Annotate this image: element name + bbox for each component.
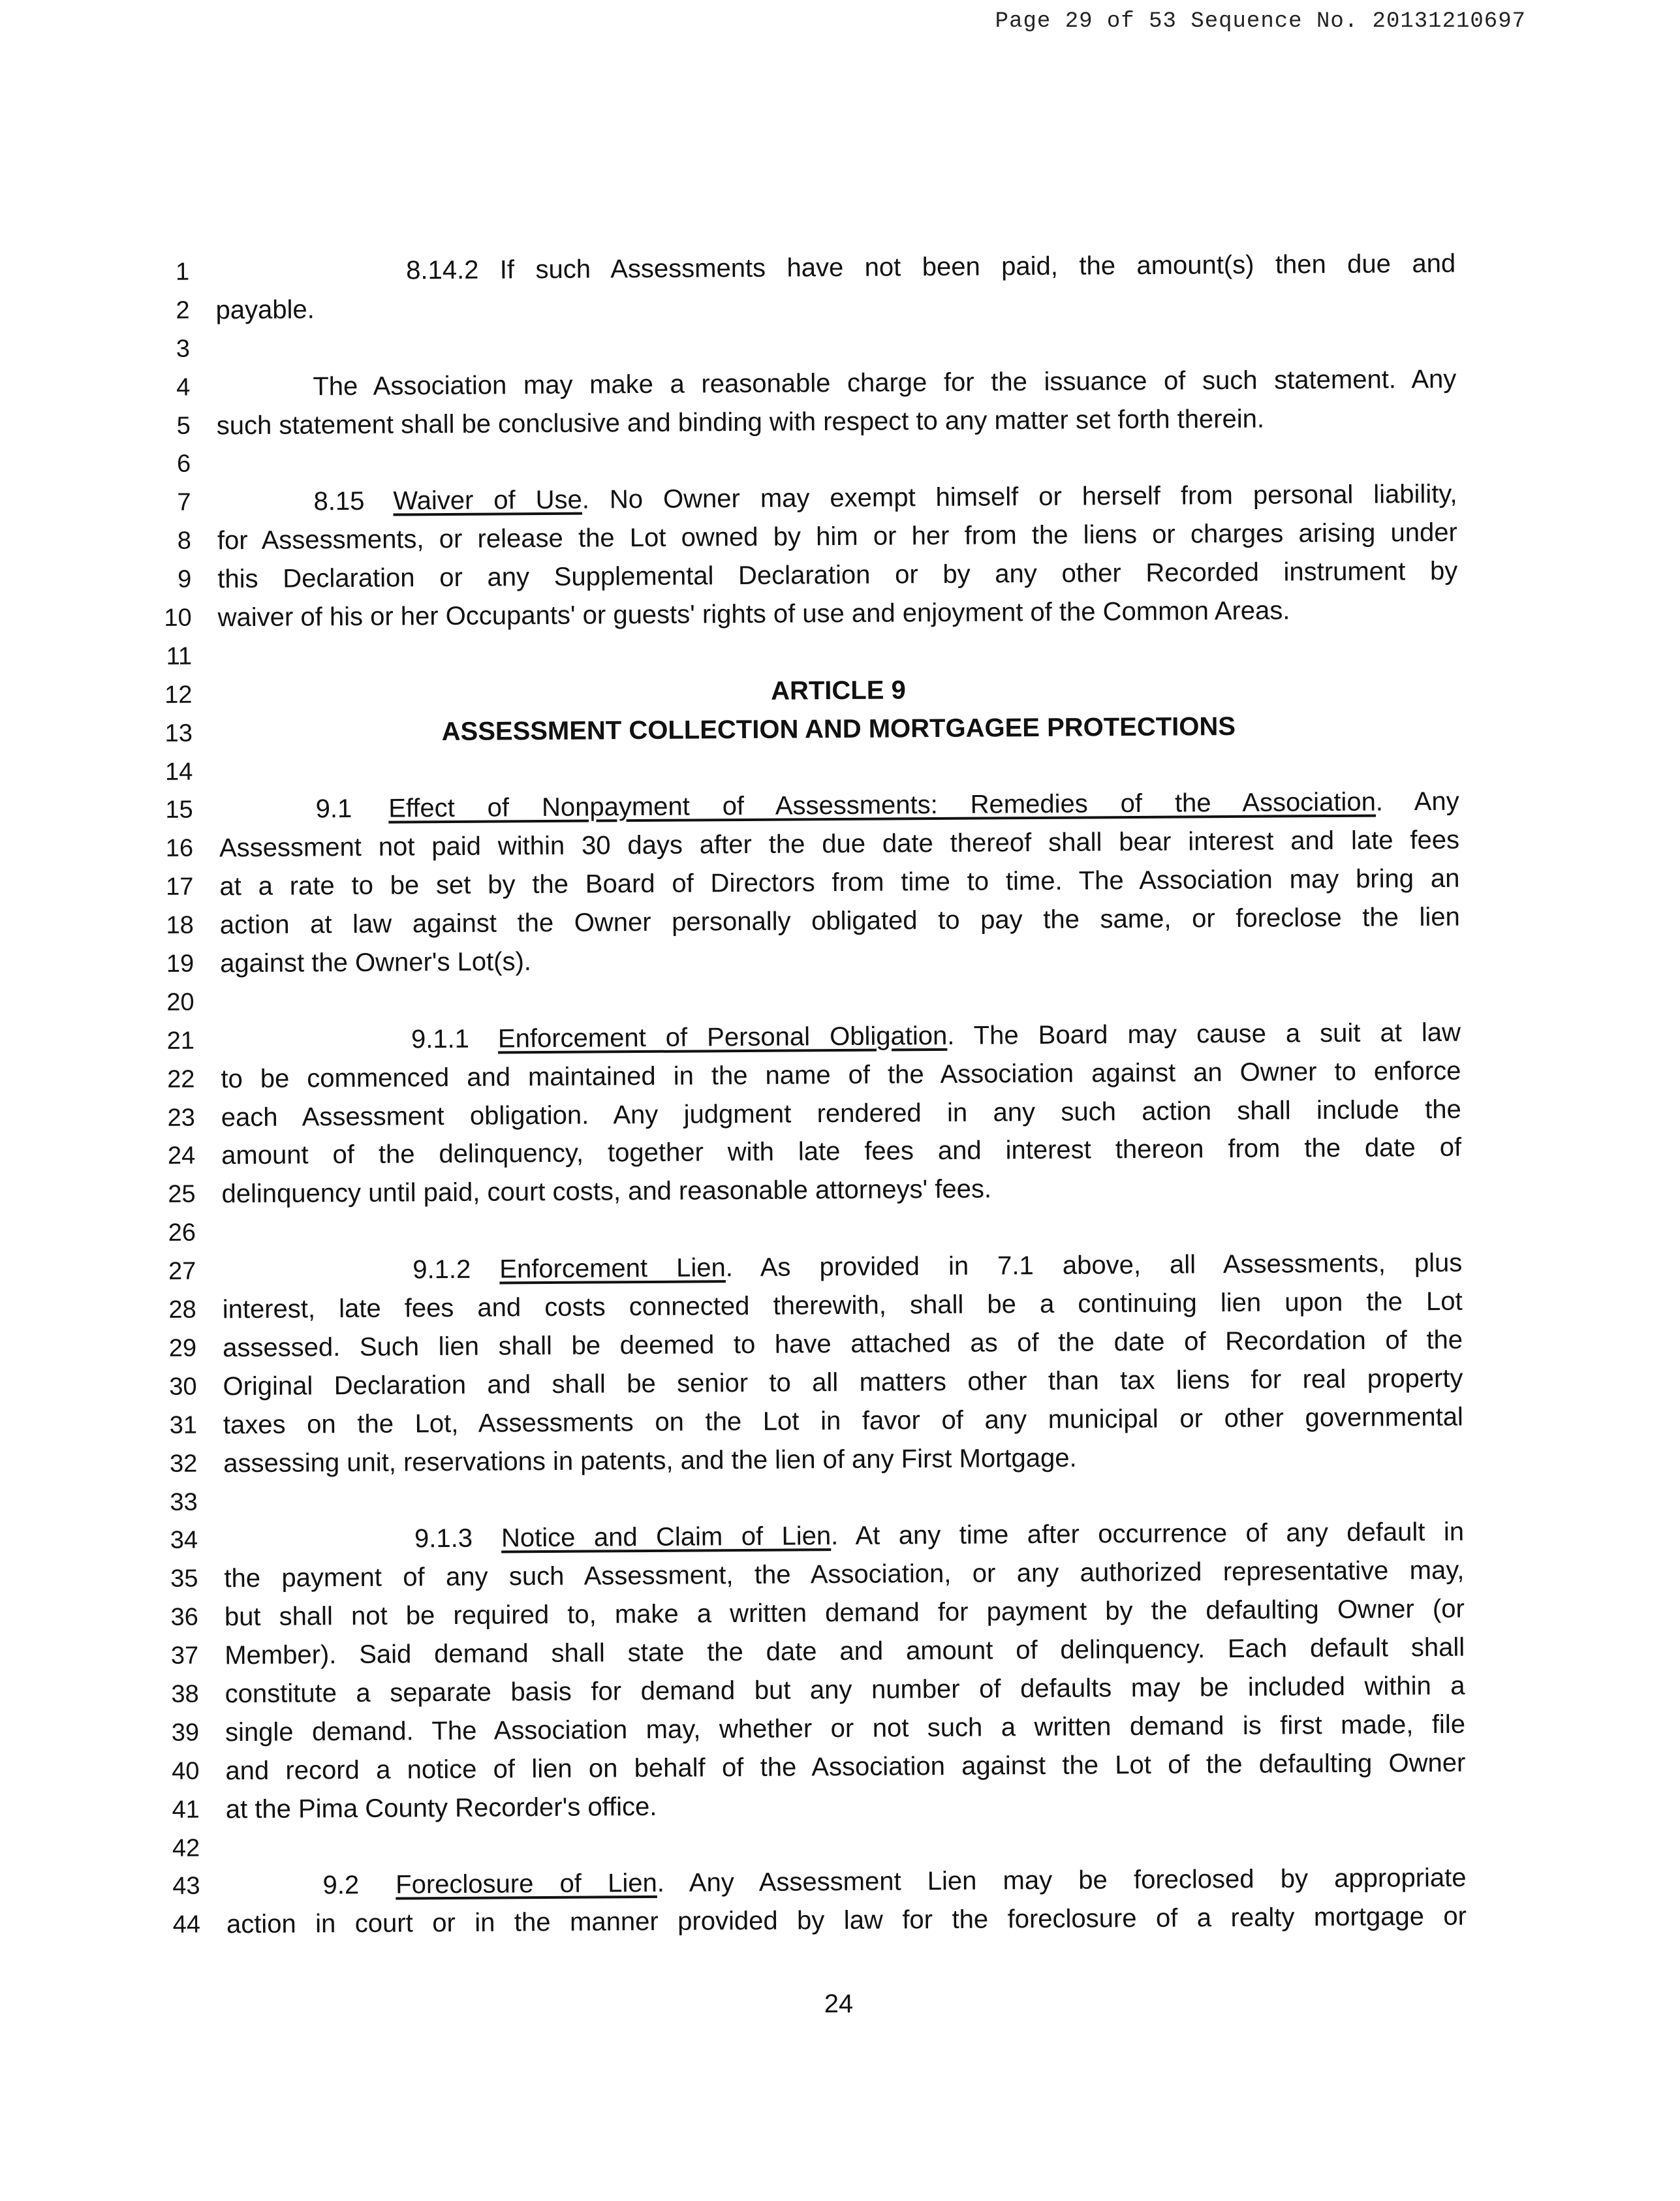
line-number: 24	[167, 1142, 196, 1170]
section-text: . Any Assessment Lien may be foreclosed by appropriate	[657, 1864, 1467, 1898]
line-number: 20	[166, 988, 194, 1016]
line-number: 28	[168, 1296, 196, 1324]
line-number: 43	[172, 1872, 200, 1901]
section-8-14-2-text: 8.14.2 If such Assessments have not been paid, the amount(s) then due and	[406, 249, 1456, 285]
line-number: 44	[172, 1911, 201, 1939]
article-heading: ARTICLE 9	[770, 676, 906, 706]
line-number: 37	[170, 1642, 199, 1670]
line-number: 25	[168, 1180, 196, 1209]
line-number: 26	[168, 1219, 196, 1247]
line-number: 33	[170, 1488, 198, 1516]
section-title: Notice and Claim of Lien	[501, 1522, 832, 1553]
line-number: 3	[176, 335, 191, 363]
charge-paragraph-text: such statement shall be conclusive and binding with respect to any matter set forth therein.	[216, 404, 1265, 440]
section-9-1-3-text: but shall not be required to, make a written demand for payment by the defaulting Owner (or	[224, 1594, 1465, 1632]
section-title: Enforcement Lien	[499, 1253, 726, 1284]
line-number: 22	[166, 1065, 195, 1093]
line-number: 4	[176, 373, 191, 401]
section-9-1-3-text: the payment of any such Assessment, the Association, or any authorized representative may,	[224, 1555, 1465, 1593]
line-number: 2	[176, 296, 190, 324]
line-number: 32	[169, 1450, 198, 1478]
line-number: 7	[177, 488, 191, 517]
line-number: 30	[169, 1373, 197, 1401]
line-number: 15	[165, 796, 193, 824]
page-header: Page 29 of 53 Sequence No. 20131210697	[995, 9, 1526, 34]
line-number: 16	[165, 834, 194, 863]
section-number: 9.1	[315, 794, 352, 824]
section-9-1-3-text: and record a notice of lien on behalf of the Association against the Lot of the defaulting Owner	[225, 1748, 1466, 1786]
section-number: 9.1.3	[414, 1524, 473, 1553]
section-9-1-1-text: to be commenced and maintained in the name of the Association against an Owner to enforce	[221, 1056, 1461, 1094]
section-9-1-text: action at law against the Owner personally obligated to pay the same, or foreclose the lien	[219, 902, 1460, 940]
line-number: 9	[178, 565, 192, 593]
section-number: 9.1.1	[411, 1024, 470, 1054]
line-number: 34	[170, 1526, 198, 1555]
line-44	[161, 1897, 1467, 1944]
line-number: 29	[168, 1334, 197, 1362]
section-9-2-text: action in court or in the manner provided by law for the foreclosure of a realty mortgage or	[226, 1901, 1467, 1939]
section-title: Effect of Nonpayment of Assessments: Remedies of the Association	[388, 788, 1376, 824]
line-number: 5	[176, 412, 191, 440]
line-number: 11	[166, 642, 193, 670]
line-number: 21	[166, 1027, 195, 1055]
section-9-1-2-text: assessing unit, reservations in patents, and the lien of any First Mortgage.	[223, 1443, 1077, 1478]
line-number: 12	[164, 681, 193, 709]
line-number: 41	[172, 1796, 200, 1824]
page-number: 24	[824, 1990, 854, 2018]
section-8-15-text: for Assessments, or release the Lot owned by him or her from the liens or charges arising under	[217, 518, 1458, 555]
document-body	[150, 245, 1467, 1944]
section-text: . The Board may cause a suit at law	[947, 1018, 1461, 1050]
line-number: 42	[172, 1834, 200, 1862]
section-9-1-2-text: assessed. Such lien shall be deemed to have attached as of the date of Recordation of the	[222, 1325, 1463, 1363]
section-8-14-2-text: payable.	[215, 295, 315, 325]
line-number: 19	[166, 950, 194, 978]
section-number: 9.1.2	[412, 1255, 471, 1285]
section-9-1-1-text: amount of the delinquency, together with late fees and interest thereon from the date of	[221, 1133, 1462, 1170]
section-number: 9.2	[322, 1871, 360, 1900]
line-number: 18	[166, 911, 194, 939]
section-9-1-1-text: each Assessment obligation. Any judgment rendered in any such action shall include the	[221, 1095, 1461, 1132]
line-number: 27	[168, 1257, 196, 1286]
section-text: . As provided in 7.1 above, all Assessments, plus	[725, 1248, 1463, 1283]
section-9-1-3-text: single demand. The Association may, whether or not such a written demand is first made, file	[225, 1709, 1466, 1747]
section-9-1-3-text: Member). Said demand shall state the date and amount of delinquency. Each default shall	[225, 1632, 1465, 1670]
line-number: 17	[166, 873, 194, 901]
line-number: 40	[172, 1757, 200, 1785]
line-number: 35	[170, 1565, 198, 1593]
line-number: 1	[175, 258, 190, 286]
line-number: 13	[164, 719, 193, 747]
line-number: 23	[167, 1104, 195, 1132]
section-9-1-text: at a rate to be set by the Board of Directors from time to time. The Association may bring an	[219, 864, 1460, 901]
section-9-1-3-text: constitute a separate basis for demand but any number of defaults may be included within a	[225, 1671, 1465, 1709]
section-9-1-text: against the Owner's Lot(s).	[220, 947, 532, 978]
charge-paragraph-text: The Association may make a reasonable charge for the issuance of such statement. Any	[313, 364, 1457, 401]
line-number: 8	[177, 527, 192, 555]
section-title: Waiver of Use	[393, 485, 582, 516]
section-9-1-text: Assessment not paid within 30 days after the due date thereof shall bear interest and late fees	[219, 826, 1460, 863]
section-title: Foreclosure of Lien	[396, 1869, 657, 1899]
section-9-1-2-text: interest, late fees and costs connected therewith, shall be a continuing lien upon the Lot	[222, 1287, 1463, 1324]
line-number: 31	[169, 1411, 198, 1439]
section-9-1-2-text: taxes on the Lot, Assessments on the Lot in favor of any municipal or other governmental	[223, 1402, 1464, 1440]
section-8-15-text: this Declaration or any Supplemental Declaration or by any other Recorded instrument by	[217, 556, 1458, 594]
section-8-15-text: waiver of his or her Occupants' or guests' rights of use and enjoyment of the Common Areas.	[217, 596, 1290, 632]
line-number: 38	[171, 1680, 199, 1708]
section-text: . At any time after occurrence of any default in	[831, 1518, 1465, 1551]
section-number: 8.15	[313, 487, 365, 516]
section-text: . Any	[1375, 787, 1459, 817]
article-title: ASSESSMENT COLLECTION AND MORTGAGEE PROTECTIONS	[441, 711, 1236, 746]
section-text: . No Owner may exempt himself or herself from personal liability,	[582, 480, 1457, 514]
line-number: 36	[170, 1603, 199, 1632]
section-title: Enforcement of Personal Obligation	[497, 1021, 948, 1054]
line-number: 39	[171, 1719, 200, 1747]
line-number: 6	[176, 450, 191, 478]
line-number: 10	[164, 604, 192, 632]
line-number: 14	[164, 758, 193, 786]
section-9-1-1-text: delinquency until paid, court costs, and reasonable attorneys' fees.	[221, 1174, 992, 1209]
section-9-1-3-text: at the Pima County Recorder's office.	[225, 1792, 657, 1824]
section-9-1-2-text: Original Declaration and shall be senior to all matters other than tax liens for real property	[223, 1364, 1463, 1401]
